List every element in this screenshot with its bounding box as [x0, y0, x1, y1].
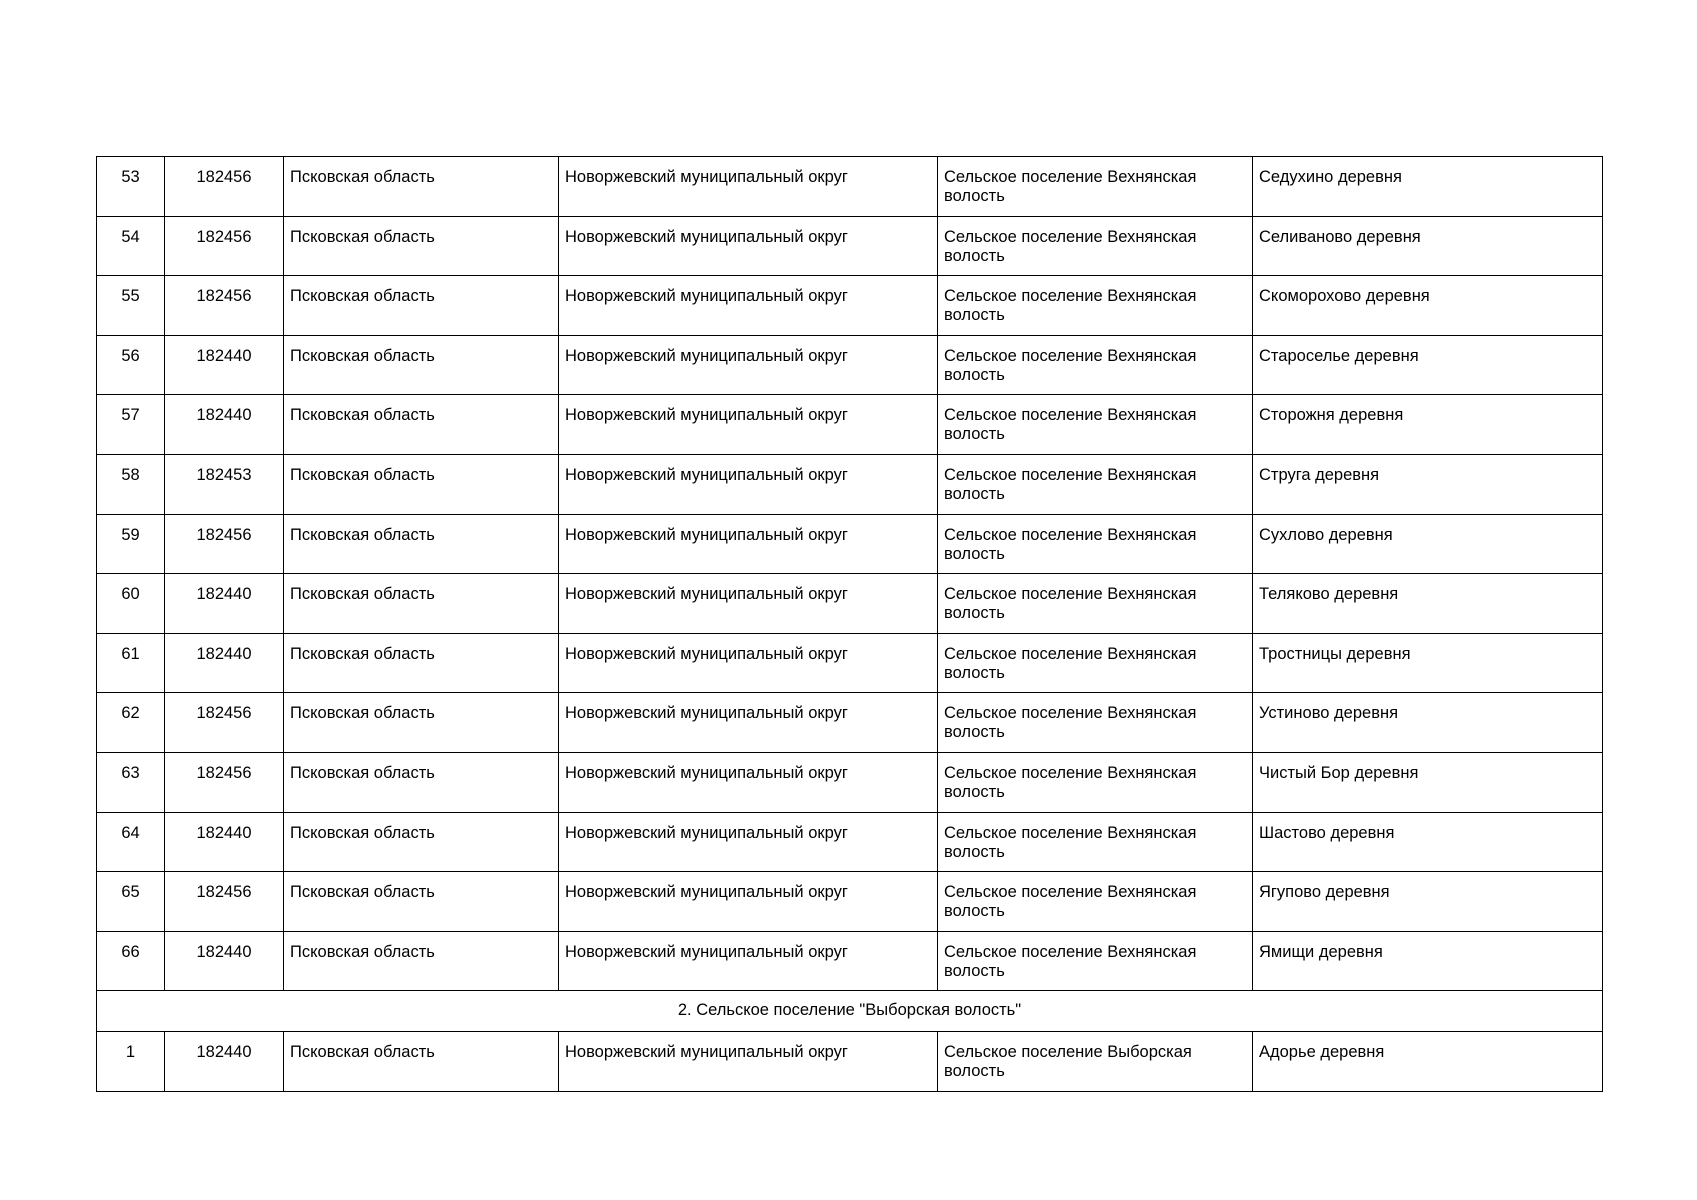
- table-body-vyborskaya: [97, 1032, 1603, 1092]
- settlement-cell: Сельское поселение Вехнянская волость: [938, 335, 1253, 395]
- table-row: [97, 514, 1603, 574]
- locality-cell: Ямищи деревня: [1253, 931, 1603, 991]
- postal-index: 182440: [165, 335, 284, 395]
- row-number: 59: [97, 514, 165, 574]
- settlement-cell: Сельское поселение Вехнянская волость: [938, 395, 1253, 455]
- district-cell: Новоржевский муниципальный округ: [559, 276, 938, 336]
- locality-cell: Теляково деревня: [1253, 574, 1603, 634]
- district-cell: Новоржевский муниципальный округ: [559, 812, 938, 872]
- postal-index: 182440: [165, 812, 284, 872]
- row-number: 66: [97, 931, 165, 991]
- row-number: 65: [97, 872, 165, 932]
- row-number: 61: [97, 633, 165, 693]
- table-row: [97, 574, 1603, 634]
- locality-cell: Струга деревня: [1253, 454, 1603, 514]
- locality-cell: Устиново деревня: [1253, 693, 1603, 753]
- postal-index: 182453: [165, 454, 284, 514]
- region-cell: Псковская область: [284, 752, 559, 812]
- region-cell: Псковская область: [284, 514, 559, 574]
- postal-index: 182456: [165, 216, 284, 276]
- settlement-cell: Сельское поселение Вехнянская волость: [938, 454, 1253, 514]
- locality-cell: Скоморохово деревня: [1253, 276, 1603, 336]
- region-cell: Псковская область: [284, 812, 559, 872]
- settlement-cell: Сельское поселение Вехнянская волость: [938, 633, 1253, 693]
- locality-cell: Селиваново деревня: [1253, 216, 1603, 276]
- settlement-cell: Сельское поселение Вехнянская волость: [938, 752, 1253, 812]
- table-row: [97, 752, 1603, 812]
- row-number: 60: [97, 574, 165, 634]
- district-cell: Новоржевский муниципальный округ: [559, 633, 938, 693]
- table-row: [97, 454, 1603, 514]
- region-cell: Псковская область: [284, 633, 559, 693]
- locality-cell: Староселье деревня: [1253, 335, 1603, 395]
- region-cell: Псковская область: [284, 931, 559, 991]
- locality-cell: Адорье деревня: [1253, 1032, 1603, 1092]
- region-cell: Псковская область: [284, 395, 559, 455]
- locality-cell: Ягупово деревня: [1253, 872, 1603, 932]
- table-row: [97, 335, 1603, 395]
- postal-index: 182456: [165, 693, 284, 753]
- row-number: 64: [97, 812, 165, 872]
- table-row: [97, 633, 1603, 693]
- district-cell: Новоржевский муниципальный округ: [559, 1032, 938, 1092]
- region-cell: Псковская область: [284, 157, 559, 217]
- district-cell: Новоржевский муниципальный округ: [559, 395, 938, 455]
- table-row: [97, 216, 1603, 276]
- row-number: 1: [97, 1032, 165, 1092]
- postal-index: 182440: [165, 931, 284, 991]
- row-number: 54: [97, 216, 165, 276]
- locality-cell: Тростницы деревня: [1253, 633, 1603, 693]
- district-cell: Новоржевский муниципальный округ: [559, 157, 938, 217]
- settlement-cell: Сельское поселение Вехнянская волость: [938, 216, 1253, 276]
- district-cell: Новоржевский муниципальный округ: [559, 931, 938, 991]
- table-row: [97, 872, 1603, 932]
- row-number: 57: [97, 395, 165, 455]
- locality-cell: Седухино деревня: [1253, 157, 1603, 217]
- table-row: [97, 157, 1603, 217]
- settlement-cell: Сельское поселение Вехнянская волость: [938, 872, 1253, 932]
- table-body-vehnyanskaya: [97, 157, 1603, 991]
- table-row: [97, 812, 1603, 872]
- locality-cell: Сухлово деревня: [1253, 514, 1603, 574]
- district-cell: Новоржевский муниципальный округ: [559, 216, 938, 276]
- settlement-cell: Сельское поселение Вехнянская волость: [938, 276, 1253, 336]
- table-row: [97, 1032, 1603, 1092]
- district-cell: Новоржевский муниципальный округ: [559, 454, 938, 514]
- postal-index: 182456: [165, 872, 284, 932]
- district-cell: Новоржевский муниципальный округ: [559, 752, 938, 812]
- table-section-heading: [97, 991, 1603, 1032]
- region-cell: Псковская область: [284, 276, 559, 336]
- postal-index: 182456: [165, 276, 284, 336]
- settlement-cell: Сельское поселение Выборская волость: [938, 1032, 1253, 1092]
- row-number: 55: [97, 276, 165, 336]
- table-row: [97, 931, 1603, 991]
- region-cell: Псковская область: [284, 454, 559, 514]
- section-heading: 2. Сельское поселение "Выборская волость": [97, 991, 1603, 1032]
- postal-index: 182440: [165, 395, 284, 455]
- row-number: 62: [97, 693, 165, 753]
- settlement-cell: Сельское поселение Вехнянская волость: [938, 574, 1253, 634]
- locality-cell: Шастово деревня: [1253, 812, 1603, 872]
- postal-index: 182456: [165, 514, 284, 574]
- section-row: [97, 991, 1603, 1032]
- district-cell: Новоржевский муниципальный округ: [559, 872, 938, 932]
- table-row: [97, 395, 1603, 455]
- region-cell: Псковская область: [284, 872, 559, 932]
- region-cell: Псковская область: [284, 574, 559, 634]
- district-cell: Новоржевский муниципальный округ: [559, 514, 938, 574]
- row-number: 63: [97, 752, 165, 812]
- region-cell: Псковская область: [284, 216, 559, 276]
- row-number: 58: [97, 454, 165, 514]
- settlement-cell: Сельское поселение Вехнянская волость: [938, 693, 1253, 753]
- postal-index: 182456: [165, 752, 284, 812]
- postal-index: 182440: [165, 1032, 284, 1092]
- settlement-cell: Сельское поселение Вехнянская волость: [938, 514, 1253, 574]
- locality-cell: Сторожня деревня: [1253, 395, 1603, 455]
- postal-index: 182456: [165, 157, 284, 217]
- row-number: 56: [97, 335, 165, 395]
- settlements-table: [96, 156, 1603, 1092]
- row-number: 53: [97, 157, 165, 217]
- settlement-cell: Сельское поселение Вехнянская волость: [938, 157, 1253, 217]
- district-cell: Новоржевский муниципальный округ: [559, 335, 938, 395]
- table-row: [97, 693, 1603, 753]
- region-cell: Псковская область: [284, 693, 559, 753]
- table-row: [97, 276, 1603, 336]
- settlement-cell: Сельское поселение Вехнянская волость: [938, 931, 1253, 991]
- locality-cell: Чистый Бор деревня: [1253, 752, 1603, 812]
- region-cell: Псковская область: [284, 1032, 559, 1092]
- settlement-cell: Сельское поселение Вехнянская волость: [938, 812, 1253, 872]
- district-cell: Новоржевский муниципальный округ: [559, 693, 938, 753]
- postal-index: 182440: [165, 633, 284, 693]
- district-cell: Новоржевский муниципальный округ: [559, 574, 938, 634]
- postal-index: 182440: [165, 574, 284, 634]
- region-cell: Псковская область: [284, 335, 559, 395]
